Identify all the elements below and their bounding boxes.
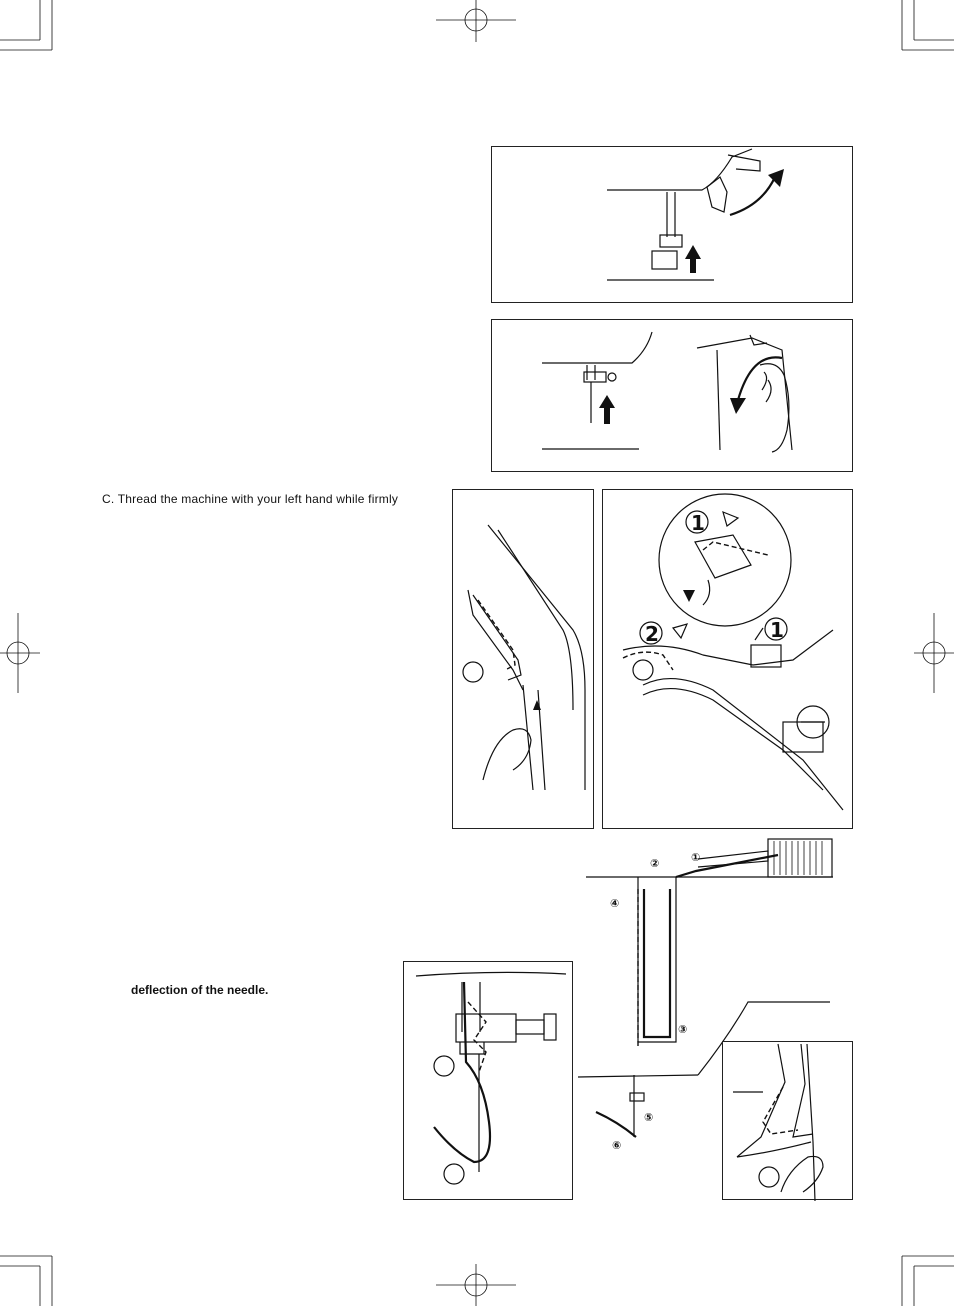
deflection-note: deflection of the needle.	[131, 983, 269, 997]
figure-needle-threading	[403, 961, 573, 1200]
callout-1-zoom: 1	[691, 511, 705, 535]
step-1: ①	[691, 851, 701, 864]
step-2: ②	[650, 857, 660, 870]
step-5: ⑤	[644, 1111, 654, 1124]
step-c-text: C. Thread the machine with your left hand while firmly	[102, 492, 399, 506]
step-4: ④	[610, 897, 620, 910]
figure-take-up-lever	[452, 489, 594, 829]
callout-2: 2	[645, 622, 659, 646]
callout-1: 1	[770, 618, 784, 642]
figure-raise-needle	[491, 319, 853, 472]
step-3: ③	[678, 1023, 688, 1036]
step-6: ⑥	[612, 1139, 622, 1152]
figure-take-up-closeup	[722, 1041, 853, 1200]
thread-spool	[768, 839, 832, 877]
figure-raise-presser-foot	[491, 146, 853, 303]
figure-thread-guides	[602, 489, 853, 829]
